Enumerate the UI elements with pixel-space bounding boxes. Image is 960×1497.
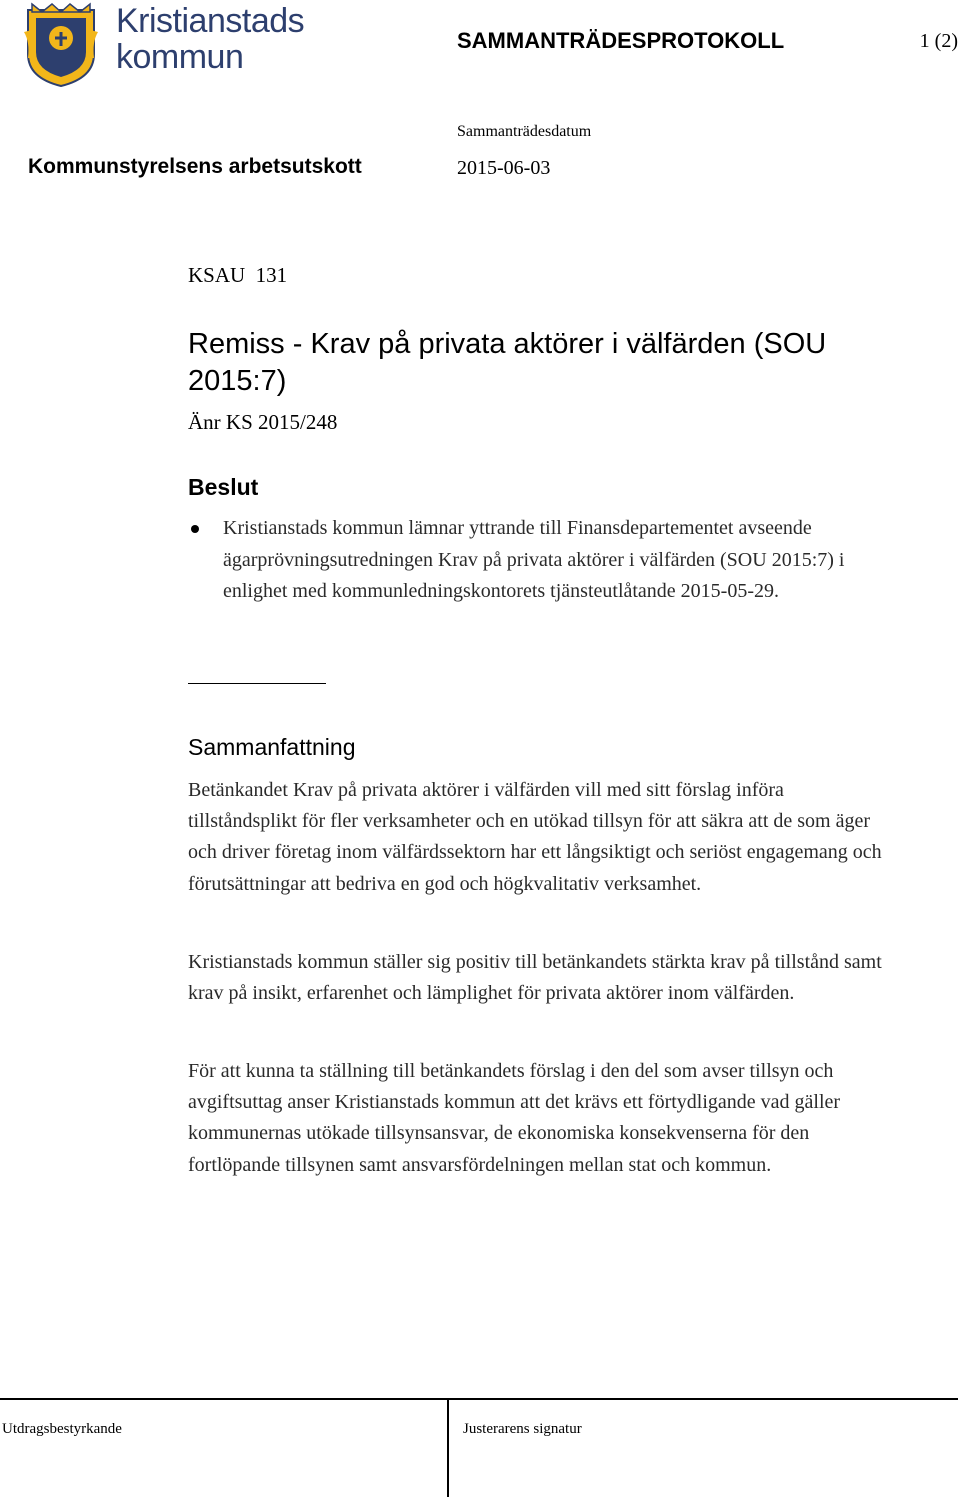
decision-list: [188, 513, 868, 608]
organization-name: Kommunstyrelsens arbetsutskott: [28, 155, 362, 178]
logo-wordmark: [116, 4, 304, 74]
summary-heading: Sammanfattning: [188, 734, 356, 760]
reference-number: Änr KS 2015/248: [188, 410, 338, 434]
logo-line-2: kommun: [116, 38, 244, 76]
meeting-date-label: Sammanträdesdatum: [457, 123, 592, 140]
document-title: Remiss - Krav på privata aktörer i välfärden (SOU 2015:7): [188, 328, 827, 397]
signature-label: Justerarens signatur: [463, 1421, 582, 1437]
summary-paragraph: Kristianstads kommun ställer sig positiv till betänkandets stärkta krav på tillstånd samt krav på insikt, erfarenhet och lämplighet för privata aktörer inom välfärden.: [188, 951, 882, 1005]
decision-item-text: Kristianstads kommun lämnar yttrande till Finansdepartementet avseende ägarprövningsutredningen Krav på privata aktörer i välfärden (SOU 2015:7) i enlighet med kommunledningskontorets tjänsteutlåtande 2015-05-29.: [223, 517, 845, 602]
decision-heading: Beslut: [188, 474, 259, 500]
decision-item: [188, 513, 868, 608]
certification-label: Utdragsbestyrkande: [2, 1421, 122, 1437]
logo-line-1: Kristianstads: [116, 2, 305, 40]
page-number: 1 (2): [919, 30, 958, 52]
document-type: SAMMANTRÄDESPROTOKOLL: [457, 28, 785, 53]
footer-rule: [0, 1398, 958, 1400]
kristianstads-kommun-logo: [22, 2, 305, 88]
section-divider: [188, 683, 326, 684]
coat-of-arms-icon: [22, 2, 100, 88]
summary-paragraph: För att kunna ta ställning till betänkandets förslag i den del som avser tillsyn och avgiftsuttag anser Kristianstads kommun att det krävs ett förtydligande vad gäller kommunernas utökade tillsynsansvar, de ekonomiska konsekvenserna för den fortlöpande tillsynen samt ansvarsfördelningen mellan stat och kommun.: [188, 1060, 841, 1176]
case-id: KSAU 131: [188, 263, 288, 287]
bullet-icon: [191, 525, 199, 533]
footer-divider: [447, 1398, 449, 1497]
summary-paragraph: Betänkandet Krav på privata aktörer i välfärden vill med sitt förslag införa tillståndsplikt för fler verksamheter och en utökad tillsyn för att säkra att de som äger och driver företag inom välfärdssektorn har ett långsiktigt och seriöst engagemang och förutsättningar att bedriva en god och högkvalitativ verksamhet.: [188, 779, 882, 895]
meeting-date: 2015-06-03: [457, 157, 551, 179]
